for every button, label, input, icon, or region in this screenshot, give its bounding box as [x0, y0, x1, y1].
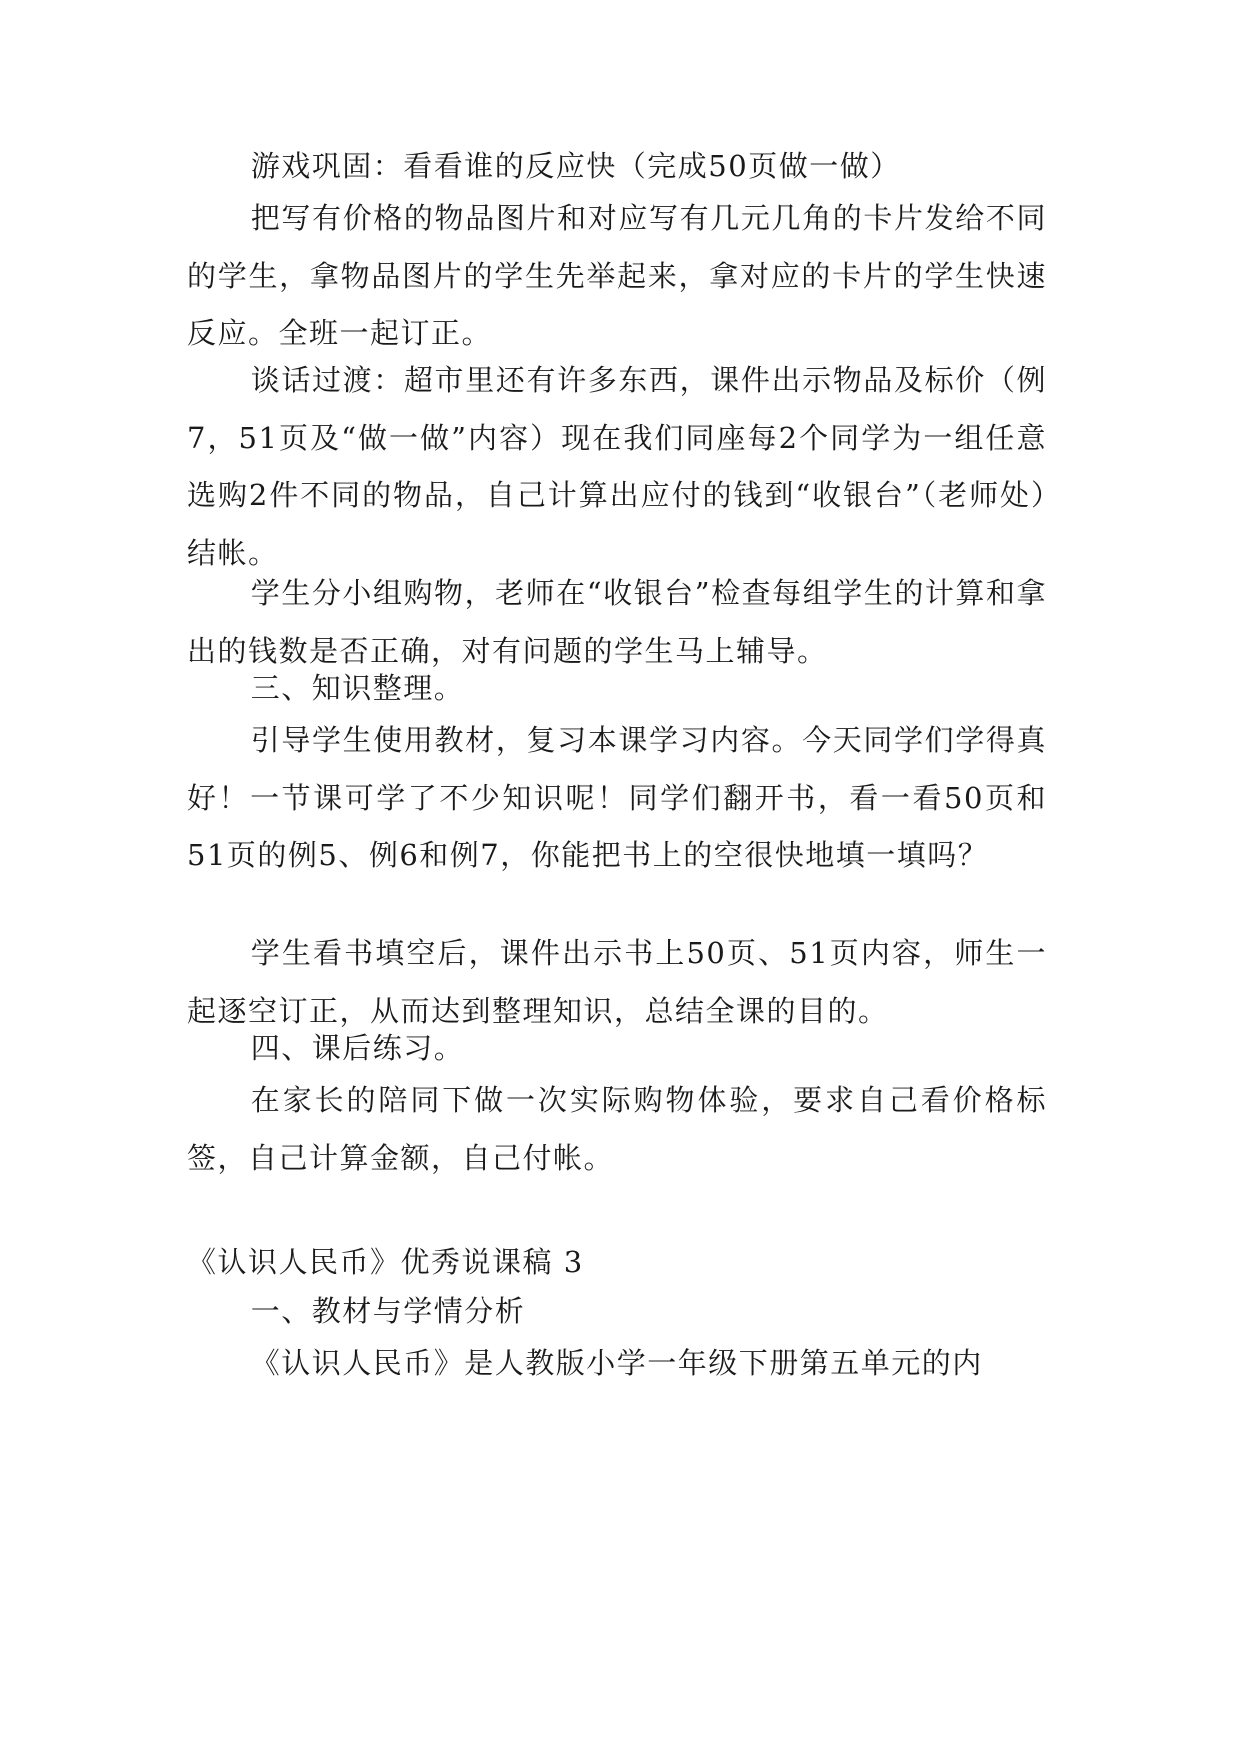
- heading-textbook-analysis: 一、教材与学情分析: [250, 1294, 526, 1328]
- paragraph-fill-blanks: 学生看书填空后，课件出示书上50页、51页内容，师生一起逐空订正，从而达到整理知识，总结全课的目的。: [187, 936, 1047, 1028]
- paragraph-card-activity: 把写有价格的物品图片和对应写有几元几角的卡片发给不同的学生，拿物品图片的学生先举起来，拿对应的卡片的学生快速反应。全班一起订正。: [187, 201, 1047, 350]
- paragraph-talk-transition: 谈话过渡：超市里还有许多东西，课件出示物品及标价（例7，51页及“做一做”内容）现在我们同座每2个同学为一组任意选购2件不同的物品，自己计算出应付的钱到“收银台”（老师处）结帐。: [187, 363, 1047, 570]
- paragraph-game-consolidation: 游戏巩固：看看谁的反应快（完成50页做一做）: [250, 149, 901, 183]
- paragraph-textbook-intro: 《认识人民币》是人教版小学一年级下册第五单元的内: [250, 1346, 983, 1380]
- heading-after-class-practice: 四、课后练习。: [250, 1031, 465, 1065]
- paragraph-textbook-review: 引导学生使用教材，复习本课学习内容。今天同学们学得真好！一节课可学了不少知识呢！同学们翻开书，看一看50页和51页的例5、例6和例7，你能把书上的空很快地填一填吗？: [187, 723, 1047, 872]
- paragraph-group-shopping: 学生分小组购物，老师在“收银台”检查每组学生的计算和拿出的钱数是否正确，对有问题的学生马上辅导。: [187, 576, 1047, 668]
- section-title: 《认识人民币》优秀说课稿 3: [187, 1245, 584, 1279]
- heading-knowledge-summary: 三、知识整理。: [250, 671, 465, 705]
- paragraph-shopping-experience: 在家长的陪同下做一次实际购物体验，要求自己看价格标签，自己计算金额，自己付帐。: [187, 1083, 1047, 1175]
